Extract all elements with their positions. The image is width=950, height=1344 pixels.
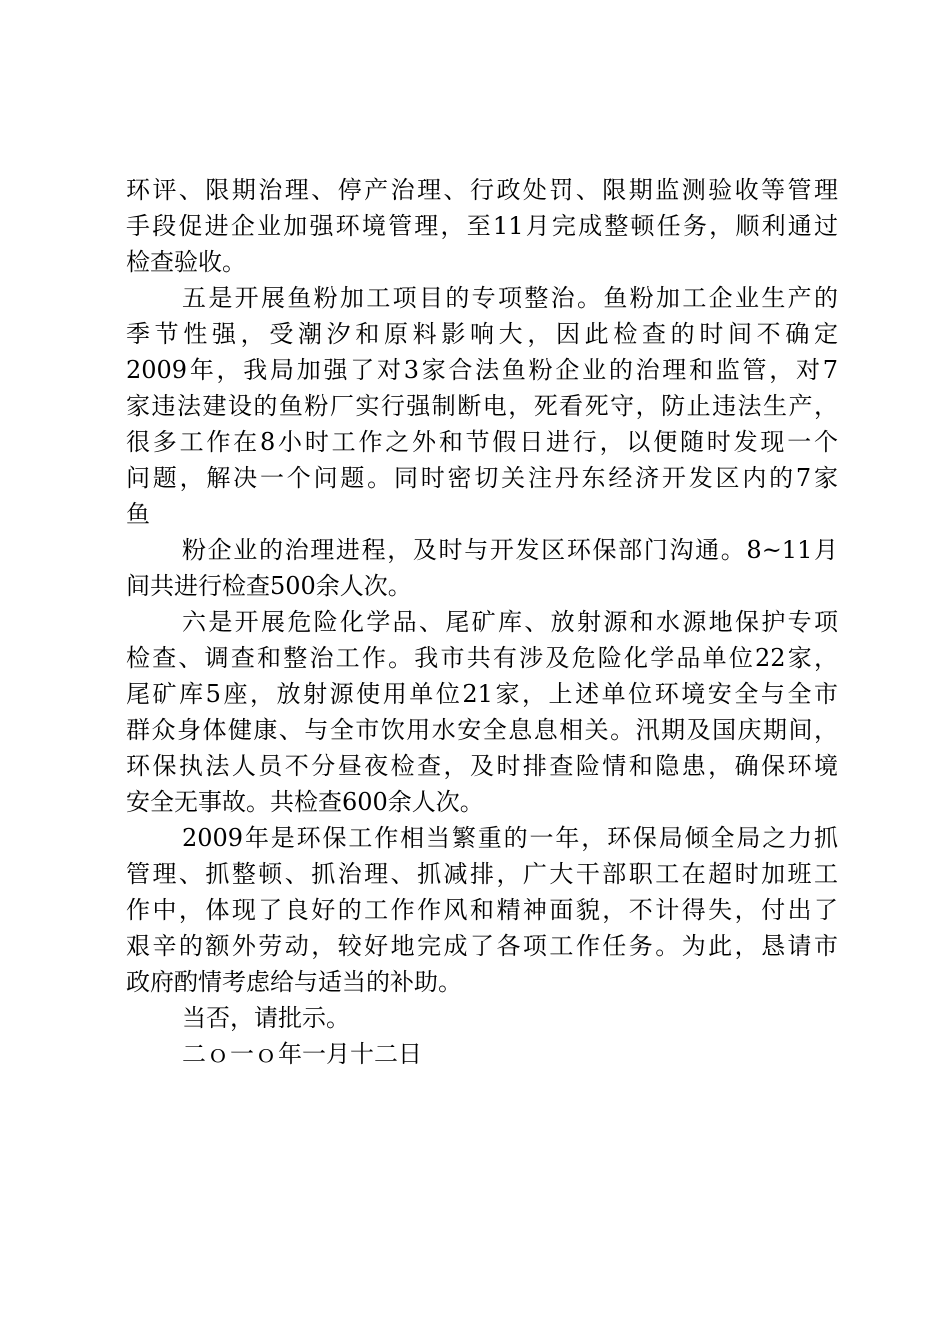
text-line: 2009年，我局加强了对3家合法鱼粉企业的治理和监管，对7	[126, 356, 838, 384]
text-line: 环评、限期治理、停产治理、行政处罚、限期监测验收等管理	[126, 176, 838, 204]
text-line: 很多工作在8小时工作之外和节假日进行，以便随时发现一个	[126, 428, 838, 456]
document-body	[126, 172, 838, 1072]
text-line: 作中，体现了良好的工作作风和精神面貌，不计得失，付出了	[126, 896, 838, 924]
text-line: 管理、抓整顿、抓治理、抓减排，广大干部职工在超时加班工	[126, 860, 838, 888]
text-line: 鱼	[126, 500, 150, 528]
text-line: 检查验收。	[126, 248, 246, 276]
text-line: 安全无事故。共检查600余人次。	[126, 788, 484, 816]
paragraph-start-line: 六是开展危险化学品、尾矿库、放射源和水源地保护专项	[182, 608, 838, 636]
text-line: 群众身体健康、与全市饮用水安全息息相关。汛期及国庆期间，	[126, 716, 838, 744]
text-line: 尾矿库5座，放射源使用单位21家，上述单位环境安全与全市	[126, 680, 838, 708]
paragraph-start-line: 粉企业的治理进程，及时与开发区环保部门沟通。8~11月	[182, 536, 838, 564]
text-line: 间共进行检查500余人次。	[126, 572, 412, 600]
text-line: 手段促进企业加强环境管理，至11月完成整顿任务，顺利通过	[126, 212, 838, 240]
text-line: 艰辛的额外劳动，较好地完成了各项工作任务。为此，恳请市	[126, 932, 838, 960]
text-line: 家违法建设的鱼粉厂实行强制断电，死看死守，防止违法生产，	[126, 392, 838, 420]
paragraph-start-line: 五是开展鱼粉加工项目的专项整治。鱼粉加工企业生产的	[182, 284, 838, 312]
paragraph-start-line: 2009年是环保工作相当繁重的一年，环保局倾全局之力抓	[182, 824, 838, 852]
text-line: 政府酌情考虑给与适当的补助。	[126, 968, 462, 996]
text-line: 季节性强，受潮汐和原料影响大，因此检查的时间不确定	[126, 320, 838, 348]
text-line: 环保执法人员不分昼夜检查，及时排查险情和隐患，确保环境	[126, 752, 838, 780]
date-line: 二ｏ一ｏ年一月十二日	[182, 1040, 422, 1068]
text-line: 问题，解决一个问题。同时密切关注丹东经济开发区内的7家	[126, 464, 838, 492]
closing-request-line: 当否，请批示。	[182, 1004, 350, 1032]
text-line: 检查、调查和整治工作。我市共有涉及危险化学品单位22家，	[126, 644, 838, 672]
